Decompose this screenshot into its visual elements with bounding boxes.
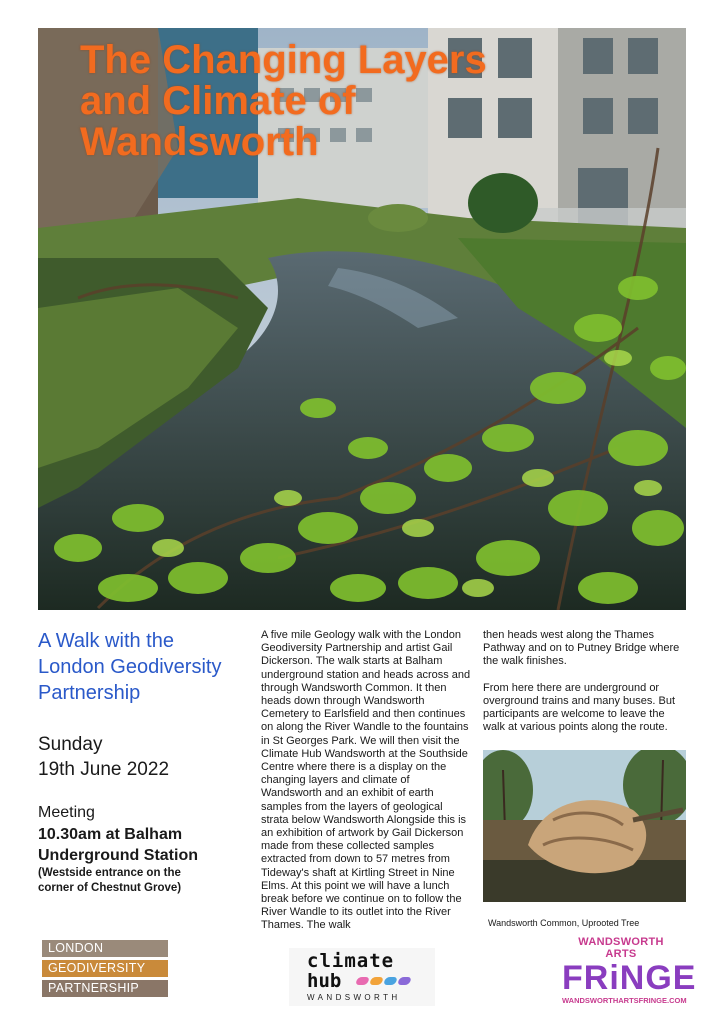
photo-caption: Wandsworth Common, Uprooted Tree <box>488 918 640 928</box>
meeting-label: Meeting <box>38 804 95 821</box>
climate-stripes-icon <box>355 974 415 988</box>
climate-hub-logo <box>289 948 435 1006</box>
event-summary <box>38 628 248 896</box>
climate-hub-logo-line3: WANDSWORTH <box>307 993 401 1002</box>
event-date: 19th June 2022 <box>38 759 170 780</box>
uprooted-tree-photo <box>483 750 686 902</box>
uprooted-tree-illustration <box>483 750 686 902</box>
lgp-logo-line2: GEODIVERSITY <box>42 960 168 977</box>
fringe-logo-line3: WANDSWORTHARTSFRINGE.COM <box>562 996 687 1005</box>
climate-hub-logo-line2: hub <box>307 970 342 992</box>
subtitle-line1: A Walk with the <box>38 630 174 652</box>
meeting-place: Underground Station <box>38 847 198 864</box>
event-subtitle <box>38 628 248 706</box>
climate-hub-logo-line1: climate <box>307 950 395 972</box>
transport-info: From here there are underground or overground trains and many buses. But participants are welcome to leave the walk at various points along the route. <box>483 681 676 734</box>
hero-title-line2: and Climate of <box>80 79 356 123</box>
event-day: Sunday <box>38 734 103 755</box>
walk-description-continued <box>483 629 688 734</box>
walk-description: A five mile Geology walk with the London Geodiversity Partnership and artist Gail Dickerson. The walk starts at Balham underground station and heads across and through Wandsworth Common. It then heads down through Wandsworth Cemetery to Earlsfield and then continues on along the River Wandle to the fountains in St Georges Park. We will then visit the Climate Hub Wandsworth at the Southside Centre where there is a display on the changing layers and climate of Wandsworth and an exhibit of earth samples from the layers of geological strata below Wandsworth Alongside this is an exhibition of artwork by Gail Dickerson made from these collected samples extracted from down to 57 metres from Tideway's shaft at Kirtling Street in Nine Elms. At this point we will have a lunch break before we continue on to follow the River Wandle to its outlet into the River Thames. The walk <box>261 629 471 932</box>
london-geodiversity-partnership-logo <box>42 940 168 997</box>
subtitle-line3: Partnership <box>38 682 141 704</box>
meeting-note: (Westside entrance on the corner of Chestnut Grove) <box>38 867 182 894</box>
hero-photo <box>38 28 686 610</box>
walk-description-end: then heads west along the Thames Pathway and on to Putney Bridge where the walk finishes. <box>483 629 680 668</box>
lgp-logo-line1: LONDON <box>42 940 168 957</box>
subtitle-line2: London Geodiversity <box>38 656 222 678</box>
hero-title-line1: The Changing Layers <box>80 38 487 82</box>
fringe-logo-line2: FRiNGE <box>562 959 697 997</box>
meeting-time: 10.30am at Balham <box>38 826 183 843</box>
lgp-logo-line3: PARTNERSHIP <box>42 980 168 997</box>
hero-title-line3: Wandsworth <box>80 120 319 164</box>
hero-title <box>80 40 580 163</box>
wandsworth-arts-fringe-logo <box>562 936 697 1006</box>
fringe-logo-line1: WANDSWORTH ARTS <box>578 936 664 960</box>
